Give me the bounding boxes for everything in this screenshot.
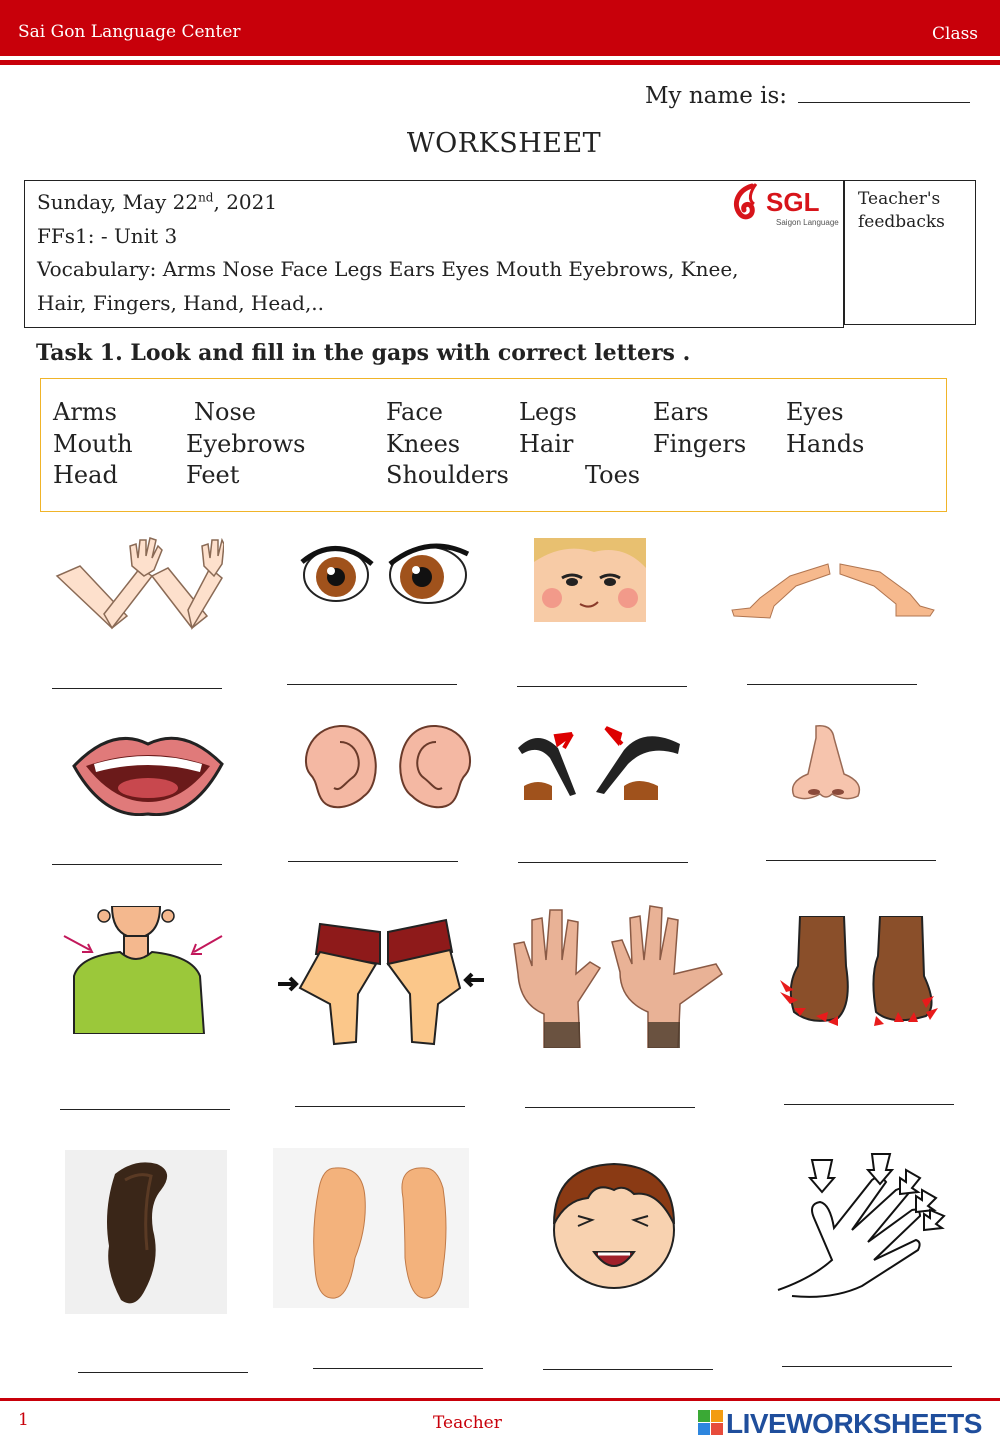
sgl-logo [730,180,840,230]
word-bank-item: Hands [786,430,865,458]
word-bank-item: Toes [585,461,641,489]
word-bank-item: Eyes [786,398,844,426]
word-bank-item: Ears [653,398,709,426]
shoulders-picture [60,906,226,1034]
logo-subtext: Saigon Language [776,218,839,227]
word-bank-item: Arms [53,398,117,426]
answer-blank[interactable] [782,1366,952,1367]
answer-blank[interactable] [52,688,222,689]
liveworksheets-icon [698,1410,724,1436]
logo-text: SGL [766,187,820,217]
word-bank-item: Nose [194,398,256,426]
word-bank-item: Legs [519,398,577,426]
answer-blank[interactable] [288,861,458,862]
feet-icon [273,1148,469,1308]
word-bank-item: Knees [386,430,461,458]
hands-picture [510,904,730,1048]
class-label: Class [932,24,979,44]
name-field [645,80,970,109]
word-bank-item: Hair [519,430,574,458]
word-bank-item: Mouth [53,430,133,458]
center-name: Sai Gon Language Center [18,22,241,42]
mouth-picture [72,730,224,816]
hair-picture [65,1150,227,1314]
word-bank-item: Head [53,461,118,489]
lesson-unit: FFs1: - Unit 3 [37,224,178,248]
head-picture [548,1160,680,1292]
footer-teacher-label: Teacher [433,1413,502,1433]
vocabulary-line-1: Vocabulary: Arms Nose Face Legs Ears Eyes Mouth Eyebrows, Knee, [37,257,739,281]
header-divider [0,60,1000,65]
answer-blank[interactable] [52,864,222,865]
answer-blank[interactable] [295,1106,465,1107]
feet-picture [273,1148,469,1308]
feedback-line-2: feedbacks [858,212,945,232]
date-ordinal: nd [198,190,214,205]
vocabulary-line-2: Hair, Fingers, Hand, Head,.. [37,291,325,315]
toes-picture [772,916,948,1034]
footer-divider [0,1398,1000,1401]
word-bank-item: Eyebrows [186,430,306,458]
word-bank-item: Feet [186,461,240,489]
date-year: , 2021 [213,190,278,214]
answer-blank[interactable] [525,1107,695,1108]
page-number: 1 [18,1410,29,1430]
answer-blank[interactable] [518,862,688,863]
sgl-logo-icon [730,180,840,230]
eyebrows-picture [514,724,684,802]
feedback-label [858,188,945,234]
arms-picture [52,536,224,630]
page-title: WORKSHEET [406,128,602,159]
fingers-picture [772,1150,948,1300]
word-bank-item: Fingers [653,430,747,458]
answer-blank[interactable] [60,1109,230,1110]
answer-blank[interactable] [287,684,457,685]
answer-blank[interactable] [78,1372,248,1373]
hair-icon [65,1150,227,1314]
face-picture [534,538,646,622]
legs-picture [730,558,936,624]
answer-blank[interactable] [747,684,917,685]
knees-picture [276,914,486,1048]
name-label: My name is: [645,83,788,109]
word-bank-item: Shoulders [386,461,509,489]
ears-picture [300,722,476,814]
eyes-picture [296,540,472,610]
answer-blank[interactable] [313,1368,483,1369]
answer-blank[interactable] [543,1369,713,1370]
answer-blank[interactable] [784,1104,954,1105]
name-blank[interactable] [798,80,970,103]
word-bank-item: Face [386,398,443,426]
feedback-line-1: Teacher's [858,189,941,209]
lesson-date [37,190,277,214]
date-text: Sunday, May 22 [37,190,199,214]
answer-blank[interactable] [517,686,687,687]
task-1-title: Task 1. Look and fill in the gaps with correct letters . [36,340,691,366]
liveworksheets-logo[interactable] [698,1410,994,1438]
liveworksheets-brand: LIVEWORKSHEETS [726,1408,982,1439]
answer-blank[interactable] [766,860,936,861]
nose-picture [786,724,866,802]
